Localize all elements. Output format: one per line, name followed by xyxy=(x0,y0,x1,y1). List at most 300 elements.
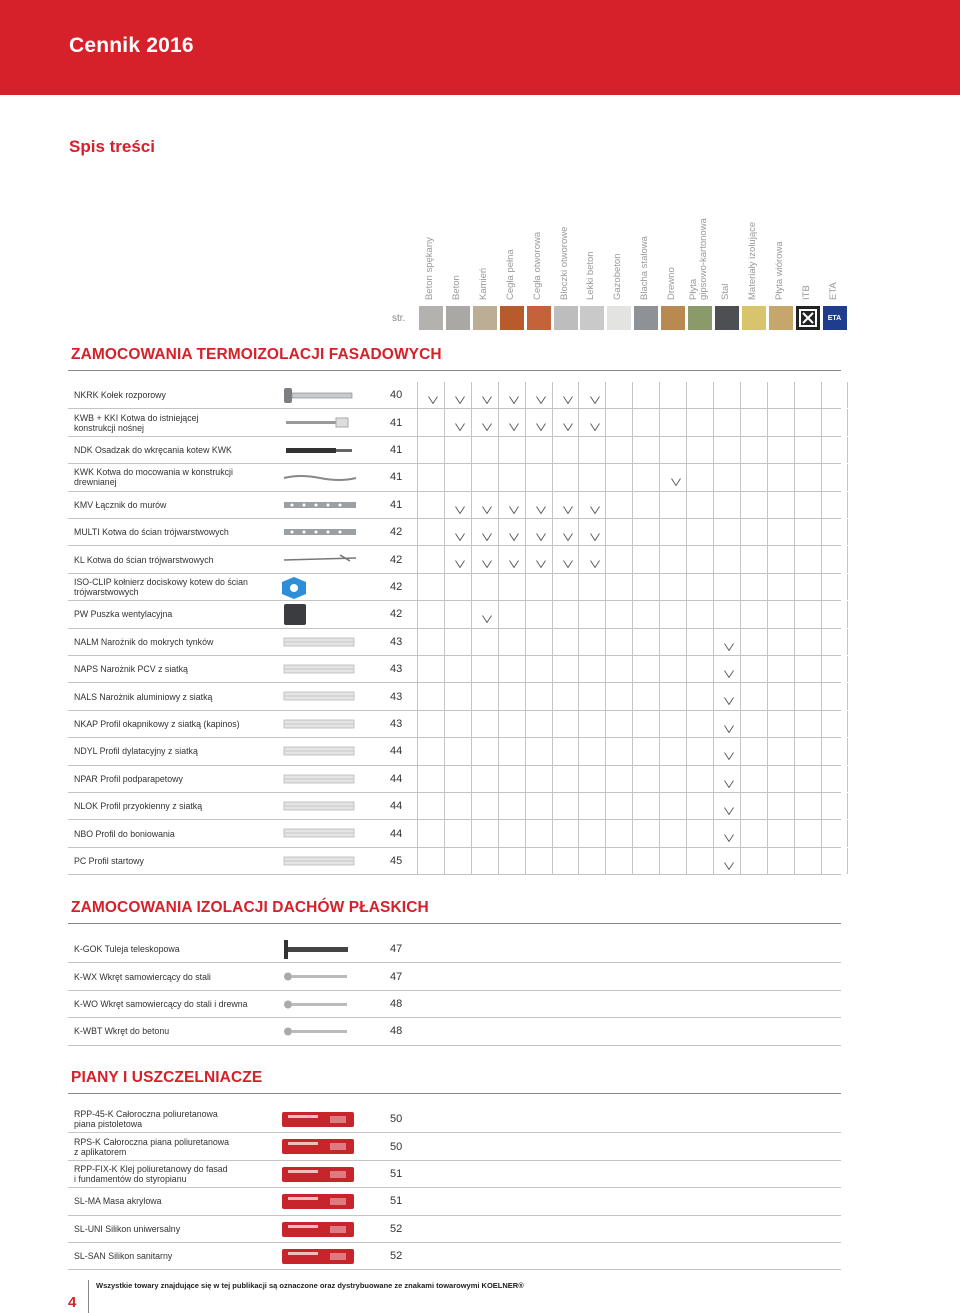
grid-line xyxy=(847,848,848,874)
grid-line xyxy=(471,656,472,682)
grid-line xyxy=(794,464,795,490)
check-mark-icon xyxy=(509,555,519,563)
grid-line xyxy=(417,546,418,572)
grid-line xyxy=(417,574,418,600)
product-image xyxy=(280,711,360,737)
grid-line xyxy=(686,546,687,572)
grid-line xyxy=(444,464,445,490)
grid-line xyxy=(552,464,553,490)
grid-line xyxy=(605,848,606,874)
grid-line xyxy=(659,519,660,545)
grid-line xyxy=(659,409,660,435)
table-row xyxy=(68,1133,841,1160)
grid-line xyxy=(847,629,848,655)
product-image xyxy=(280,629,360,655)
product-image xyxy=(280,1188,360,1214)
table-row xyxy=(68,793,841,820)
check-mark-icon xyxy=(482,501,492,509)
page-number: 42 xyxy=(390,580,403,593)
grid-line xyxy=(498,574,499,600)
product-image xyxy=(280,820,360,846)
grid-line xyxy=(794,437,795,463)
grid-line xyxy=(794,409,795,435)
grid-line xyxy=(578,409,579,435)
grid-line xyxy=(632,766,633,792)
grid-line xyxy=(632,409,633,435)
grid-line xyxy=(417,683,418,709)
grid-line xyxy=(525,519,526,545)
product-name: NDK Osadzak do wkręcania kotew KWK xyxy=(74,444,232,455)
grid-line xyxy=(444,820,445,846)
grid-line xyxy=(578,464,579,490)
column-header-label: Stal xyxy=(719,283,731,300)
material-swatch xyxy=(500,306,524,330)
grid-line xyxy=(659,738,660,764)
grid-line xyxy=(498,492,499,518)
table-row xyxy=(68,766,841,793)
product-name: ISO-CLIP kołnierz dociskowy kotew do ścian trójwarstwowych xyxy=(74,576,248,597)
grid-line xyxy=(713,656,714,682)
grid-line xyxy=(632,738,633,764)
grid-line xyxy=(498,711,499,737)
section-title: ZAMOCOWANIA IZOLACJI DACHÓW PŁASKICH xyxy=(71,899,429,916)
page-number: 50 xyxy=(390,1140,403,1153)
grid-line xyxy=(417,437,418,463)
grid-line xyxy=(847,601,848,627)
page-number: 43 xyxy=(390,690,403,703)
grid-line xyxy=(767,711,768,737)
grid-line xyxy=(498,382,499,408)
check-mark-icon xyxy=(724,829,734,837)
table-row xyxy=(68,1216,841,1243)
grid-line xyxy=(821,382,822,408)
page-number: 41 xyxy=(390,416,403,429)
grid-line xyxy=(417,848,418,874)
grid-line xyxy=(444,766,445,792)
grid-line xyxy=(632,683,633,709)
grid-line xyxy=(471,711,472,737)
section-title: ZAMOCOWANIA TERMOIZOLACJI FASADOWYCH xyxy=(71,346,442,363)
check-mark-icon xyxy=(482,555,492,563)
grid-line xyxy=(471,793,472,819)
check-mark-icon xyxy=(509,391,519,399)
grid-line xyxy=(740,738,741,764)
column-header xyxy=(822,200,846,300)
grid-line xyxy=(713,464,714,490)
grid-line xyxy=(471,820,472,846)
grid-line xyxy=(713,848,714,874)
grid-line xyxy=(471,437,472,463)
grid-line xyxy=(821,766,822,792)
grid-line xyxy=(552,820,553,846)
grid-line xyxy=(713,629,714,655)
check-mark-icon xyxy=(536,528,546,536)
column-header xyxy=(418,200,442,300)
grid-line xyxy=(713,683,714,709)
grid-line xyxy=(686,492,687,518)
column-header-label: Płyta wiórowa xyxy=(773,241,785,300)
grid-line xyxy=(740,492,741,518)
grid-line xyxy=(417,629,418,655)
product-image xyxy=(280,656,360,682)
column-header xyxy=(606,200,630,300)
grid-line xyxy=(659,683,660,709)
grid-line xyxy=(444,711,445,737)
grid-line xyxy=(767,793,768,819)
column-header-label: Bloczki otworowe xyxy=(558,226,570,300)
grid-line xyxy=(578,437,579,463)
page-number: 51 xyxy=(390,1167,403,1180)
grid-line xyxy=(794,848,795,874)
grid-line xyxy=(847,683,848,709)
grid-line xyxy=(525,382,526,408)
grid-line xyxy=(821,848,822,874)
product-name: K-WBT Wkręt do betonu xyxy=(74,1026,170,1037)
page-number: 51 xyxy=(390,1195,403,1208)
column-header xyxy=(579,200,603,300)
grid-line xyxy=(847,492,848,518)
section-divider xyxy=(68,370,841,371)
grid-line xyxy=(552,601,553,627)
grid-line xyxy=(471,766,472,792)
column-header-label: Materiały izolujące xyxy=(746,221,758,300)
material-swatch xyxy=(796,306,820,330)
check-mark-icon xyxy=(455,418,465,426)
grid-line xyxy=(686,848,687,874)
grid-line xyxy=(578,820,579,846)
page-number: 41 xyxy=(390,443,403,456)
grid-line xyxy=(444,793,445,819)
product-name: NKAP Profil okapnikowy z siatką (kapinos) xyxy=(74,718,240,729)
grid-line xyxy=(417,382,418,408)
grid-line xyxy=(740,519,741,545)
grid-line xyxy=(659,629,660,655)
grid-line xyxy=(471,492,472,518)
grid-line xyxy=(605,711,606,737)
grid-line xyxy=(552,656,553,682)
table-row xyxy=(68,936,841,963)
grid-line xyxy=(767,601,768,627)
grid-line xyxy=(767,656,768,682)
grid-line xyxy=(552,738,553,764)
product-image xyxy=(280,492,360,518)
product-name: SL-SAN Silikon sanitarny xyxy=(74,1251,173,1262)
grid-line xyxy=(498,409,499,435)
grid-line xyxy=(525,437,526,463)
grid-line xyxy=(794,820,795,846)
grid-line xyxy=(794,492,795,518)
grid-line xyxy=(578,738,579,764)
grid-line xyxy=(444,546,445,572)
grid-line xyxy=(525,492,526,518)
product-image xyxy=(280,1133,360,1159)
grid-line xyxy=(498,766,499,792)
grid-line xyxy=(740,409,741,435)
product-name: NAPS Narożnik PCV z siatką xyxy=(74,664,188,675)
grid-line xyxy=(821,683,822,709)
grid-line xyxy=(632,629,633,655)
table-row xyxy=(68,656,841,683)
page-number: 44 xyxy=(390,772,403,785)
grid-line xyxy=(444,848,445,874)
page-number: 50 xyxy=(390,1113,403,1126)
grid-line xyxy=(821,464,822,490)
check-mark-icon xyxy=(482,391,492,399)
itb-icon xyxy=(796,306,820,330)
product-image xyxy=(280,464,360,490)
check-mark-icon xyxy=(563,391,573,399)
grid-line xyxy=(740,382,741,408)
grid-line xyxy=(847,574,848,600)
grid-line xyxy=(578,683,579,709)
table-row xyxy=(68,1188,841,1215)
grid-line xyxy=(417,738,418,764)
grid-line xyxy=(525,546,526,572)
grid-line xyxy=(525,848,526,874)
product-image xyxy=(280,546,360,572)
check-mark-icon xyxy=(724,720,734,728)
column-header xyxy=(768,200,792,300)
grid-line xyxy=(552,437,553,463)
grid-line xyxy=(659,464,660,490)
grid-line xyxy=(552,848,553,874)
column-header xyxy=(499,200,523,300)
grid-line xyxy=(444,656,445,682)
grid-line xyxy=(740,656,741,682)
table-row xyxy=(68,711,841,738)
grid-line xyxy=(847,656,848,682)
product-image xyxy=(280,963,360,989)
grid-line xyxy=(847,546,848,572)
grid-line xyxy=(740,820,741,846)
grid-line xyxy=(498,683,499,709)
grid-line xyxy=(417,711,418,737)
material-swatch xyxy=(769,306,793,330)
grid-line xyxy=(659,574,660,600)
grid-line xyxy=(605,546,606,572)
grid-line xyxy=(686,793,687,819)
grid-line xyxy=(686,683,687,709)
grid-line xyxy=(471,519,472,545)
grid-line xyxy=(686,409,687,435)
column-header xyxy=(741,200,765,300)
material-swatch xyxy=(715,306,739,330)
grid-line xyxy=(740,629,741,655)
grid-line xyxy=(713,409,714,435)
check-mark-icon xyxy=(724,802,734,810)
grid-line xyxy=(794,546,795,572)
grid-line xyxy=(740,601,741,627)
grid-line xyxy=(417,492,418,518)
grid-line xyxy=(847,738,848,764)
material-swatch xyxy=(527,306,551,330)
grid-line xyxy=(552,519,553,545)
table-row xyxy=(68,409,841,436)
product-name: NBO Profil do boniowania xyxy=(74,828,175,839)
product-table xyxy=(68,382,841,875)
check-mark-icon xyxy=(536,555,546,563)
grid-line xyxy=(794,629,795,655)
grid-line xyxy=(605,382,606,408)
grid-line xyxy=(847,820,848,846)
grid-line xyxy=(444,738,445,764)
product-image xyxy=(280,793,360,819)
grid-line xyxy=(713,546,714,572)
grid-line xyxy=(659,656,660,682)
check-mark-icon xyxy=(482,610,492,618)
material-swatch xyxy=(823,306,847,330)
grid-line xyxy=(444,519,445,545)
grid-line xyxy=(794,519,795,545)
grid-line xyxy=(552,409,553,435)
grid-line xyxy=(713,382,714,408)
grid-line xyxy=(767,848,768,874)
grid-line xyxy=(794,656,795,682)
column-header xyxy=(472,200,496,300)
grid-line xyxy=(498,519,499,545)
grid-line xyxy=(632,464,633,490)
grid-line xyxy=(578,766,579,792)
grid-line xyxy=(498,820,499,846)
grid-line xyxy=(659,437,660,463)
product-name: NDYL Profil dylatacyjny z siatką xyxy=(74,746,198,757)
section-divider xyxy=(68,923,841,924)
grid-line xyxy=(847,711,848,737)
page-number: 48 xyxy=(390,1025,403,1038)
check-mark-icon xyxy=(509,418,519,426)
product-image xyxy=(280,519,360,545)
table-row xyxy=(68,519,841,546)
product-name: NPAR Profil podparapetowy xyxy=(74,773,183,784)
grid-line xyxy=(767,437,768,463)
grid-line xyxy=(659,820,660,846)
grid-line xyxy=(444,683,445,709)
grid-line xyxy=(632,382,633,408)
grid-line xyxy=(821,546,822,572)
grid-line xyxy=(794,382,795,408)
grid-line xyxy=(632,574,633,600)
check-mark-icon xyxy=(590,418,600,426)
grid-line xyxy=(821,656,822,682)
product-name: SL-MA Masa akrylowa xyxy=(74,1196,162,1207)
product-name: K-GOK Tuleja teleskopowa xyxy=(74,944,180,955)
grid-line xyxy=(498,464,499,490)
check-mark-icon xyxy=(482,418,492,426)
product-image xyxy=(280,437,360,463)
grid-line xyxy=(498,848,499,874)
table-row xyxy=(68,492,841,519)
grid-line xyxy=(713,519,714,545)
grid-line xyxy=(821,601,822,627)
section-title: PIANY I USZCZELNIACZE xyxy=(71,1069,263,1086)
grid-line xyxy=(740,793,741,819)
product-name: K-WX Wkręt samowiercący do stali xyxy=(74,971,211,982)
page-title: Cennik 2016 xyxy=(69,34,194,57)
grid-line xyxy=(605,464,606,490)
column-header-label: Drewno xyxy=(666,267,678,300)
material-swatch xyxy=(580,306,604,330)
table-row xyxy=(68,848,841,875)
product-name: SL-UNI Silikon uniwersalny xyxy=(74,1223,181,1234)
product-name: RPP-45-K Całoroczna poliuretanowa piana pistoletowa xyxy=(74,1109,218,1130)
column-header-label: ETA xyxy=(827,282,839,300)
grid-line xyxy=(417,766,418,792)
grid-line xyxy=(767,683,768,709)
grid-line xyxy=(605,574,606,600)
grid-line xyxy=(444,629,445,655)
grid-line xyxy=(686,574,687,600)
product-image xyxy=(280,1161,360,1187)
page-number: 52 xyxy=(390,1222,403,1235)
grid-line xyxy=(740,848,741,874)
grid-line xyxy=(417,656,418,682)
check-mark-icon xyxy=(536,501,546,509)
grid-line xyxy=(767,519,768,545)
grid-line xyxy=(471,738,472,764)
grid-line xyxy=(498,629,499,655)
grid-line xyxy=(659,382,660,408)
grid-line xyxy=(525,683,526,709)
grid-line xyxy=(444,574,445,600)
product-image xyxy=(280,848,360,874)
grid-line xyxy=(767,382,768,408)
product-name: MULTI Kotwa do ścian trójwarstwowych xyxy=(74,527,229,538)
grid-line xyxy=(417,464,418,490)
page-number: 44 xyxy=(390,827,403,840)
product-image xyxy=(280,409,360,435)
product-image xyxy=(280,936,360,962)
grid-line xyxy=(794,711,795,737)
grid-line xyxy=(552,683,553,709)
grid-line xyxy=(552,629,553,655)
grid-line xyxy=(632,546,633,572)
grid-line xyxy=(605,793,606,819)
table-row xyxy=(68,683,841,710)
grid-line xyxy=(525,738,526,764)
grid-line xyxy=(525,820,526,846)
grid-line xyxy=(578,574,579,600)
grid-line xyxy=(794,601,795,627)
product-image xyxy=(280,1243,360,1269)
grid-line xyxy=(740,711,741,737)
grid-line xyxy=(767,546,768,572)
product-name: K-WO Wkręt samowiercący do stali i drewna xyxy=(74,998,248,1009)
grid-line xyxy=(740,464,741,490)
grid-line xyxy=(471,601,472,627)
check-mark-icon xyxy=(724,857,734,865)
grid-line xyxy=(686,382,687,408)
grid-line xyxy=(605,820,606,846)
grid-line xyxy=(686,437,687,463)
grid-line xyxy=(578,793,579,819)
grid-line xyxy=(659,848,660,874)
grid-line xyxy=(632,848,633,874)
grid-line xyxy=(686,738,687,764)
check-mark-icon xyxy=(590,391,600,399)
table-row xyxy=(68,574,841,601)
grid-line xyxy=(821,519,822,545)
page-number: 43 xyxy=(390,635,403,648)
page-number: 43 xyxy=(390,663,403,676)
grid-line xyxy=(498,546,499,572)
product-image xyxy=(280,601,360,627)
grid-line xyxy=(686,519,687,545)
grid-line xyxy=(605,601,606,627)
grid-line xyxy=(632,519,633,545)
grid-line xyxy=(847,437,848,463)
footer-page-number: 4 xyxy=(68,1294,77,1311)
grid-line xyxy=(471,848,472,874)
